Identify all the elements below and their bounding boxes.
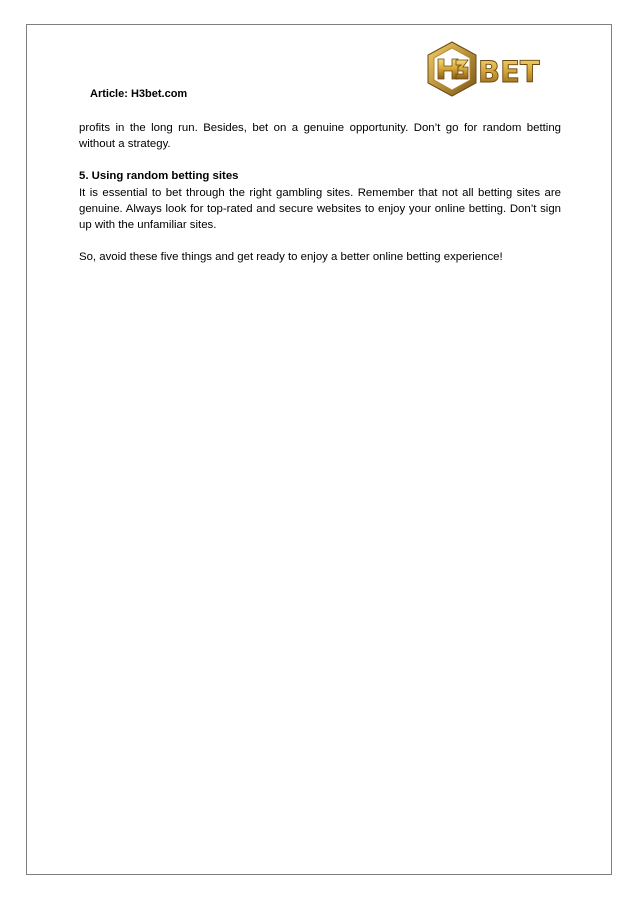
section-5-text: It is essential to bet through the right gambling sites. Remember that not all betting sites are genuine. Always look for top-rated and secure websites to enjoy your online betting. Don’t sign up with the unfamiliar sites. [79,186,561,232]
article-body [79,120,561,265]
paragraph-profits: profits in the long run. Besides, bet on a genuine opportunity. Don’t go for random betting without a strategy. [79,122,561,151]
closing-paragraph: So, avoid these five things and get ready to enjoy a better online betting experience! [79,251,503,264]
article-label: Article: H3bet.com [90,88,188,100]
section-5-heading: 5. Using random betting sites [79,170,239,183]
svg-text:BET: BET [478,55,540,89]
h3bet-logo-icon [422,40,552,98]
